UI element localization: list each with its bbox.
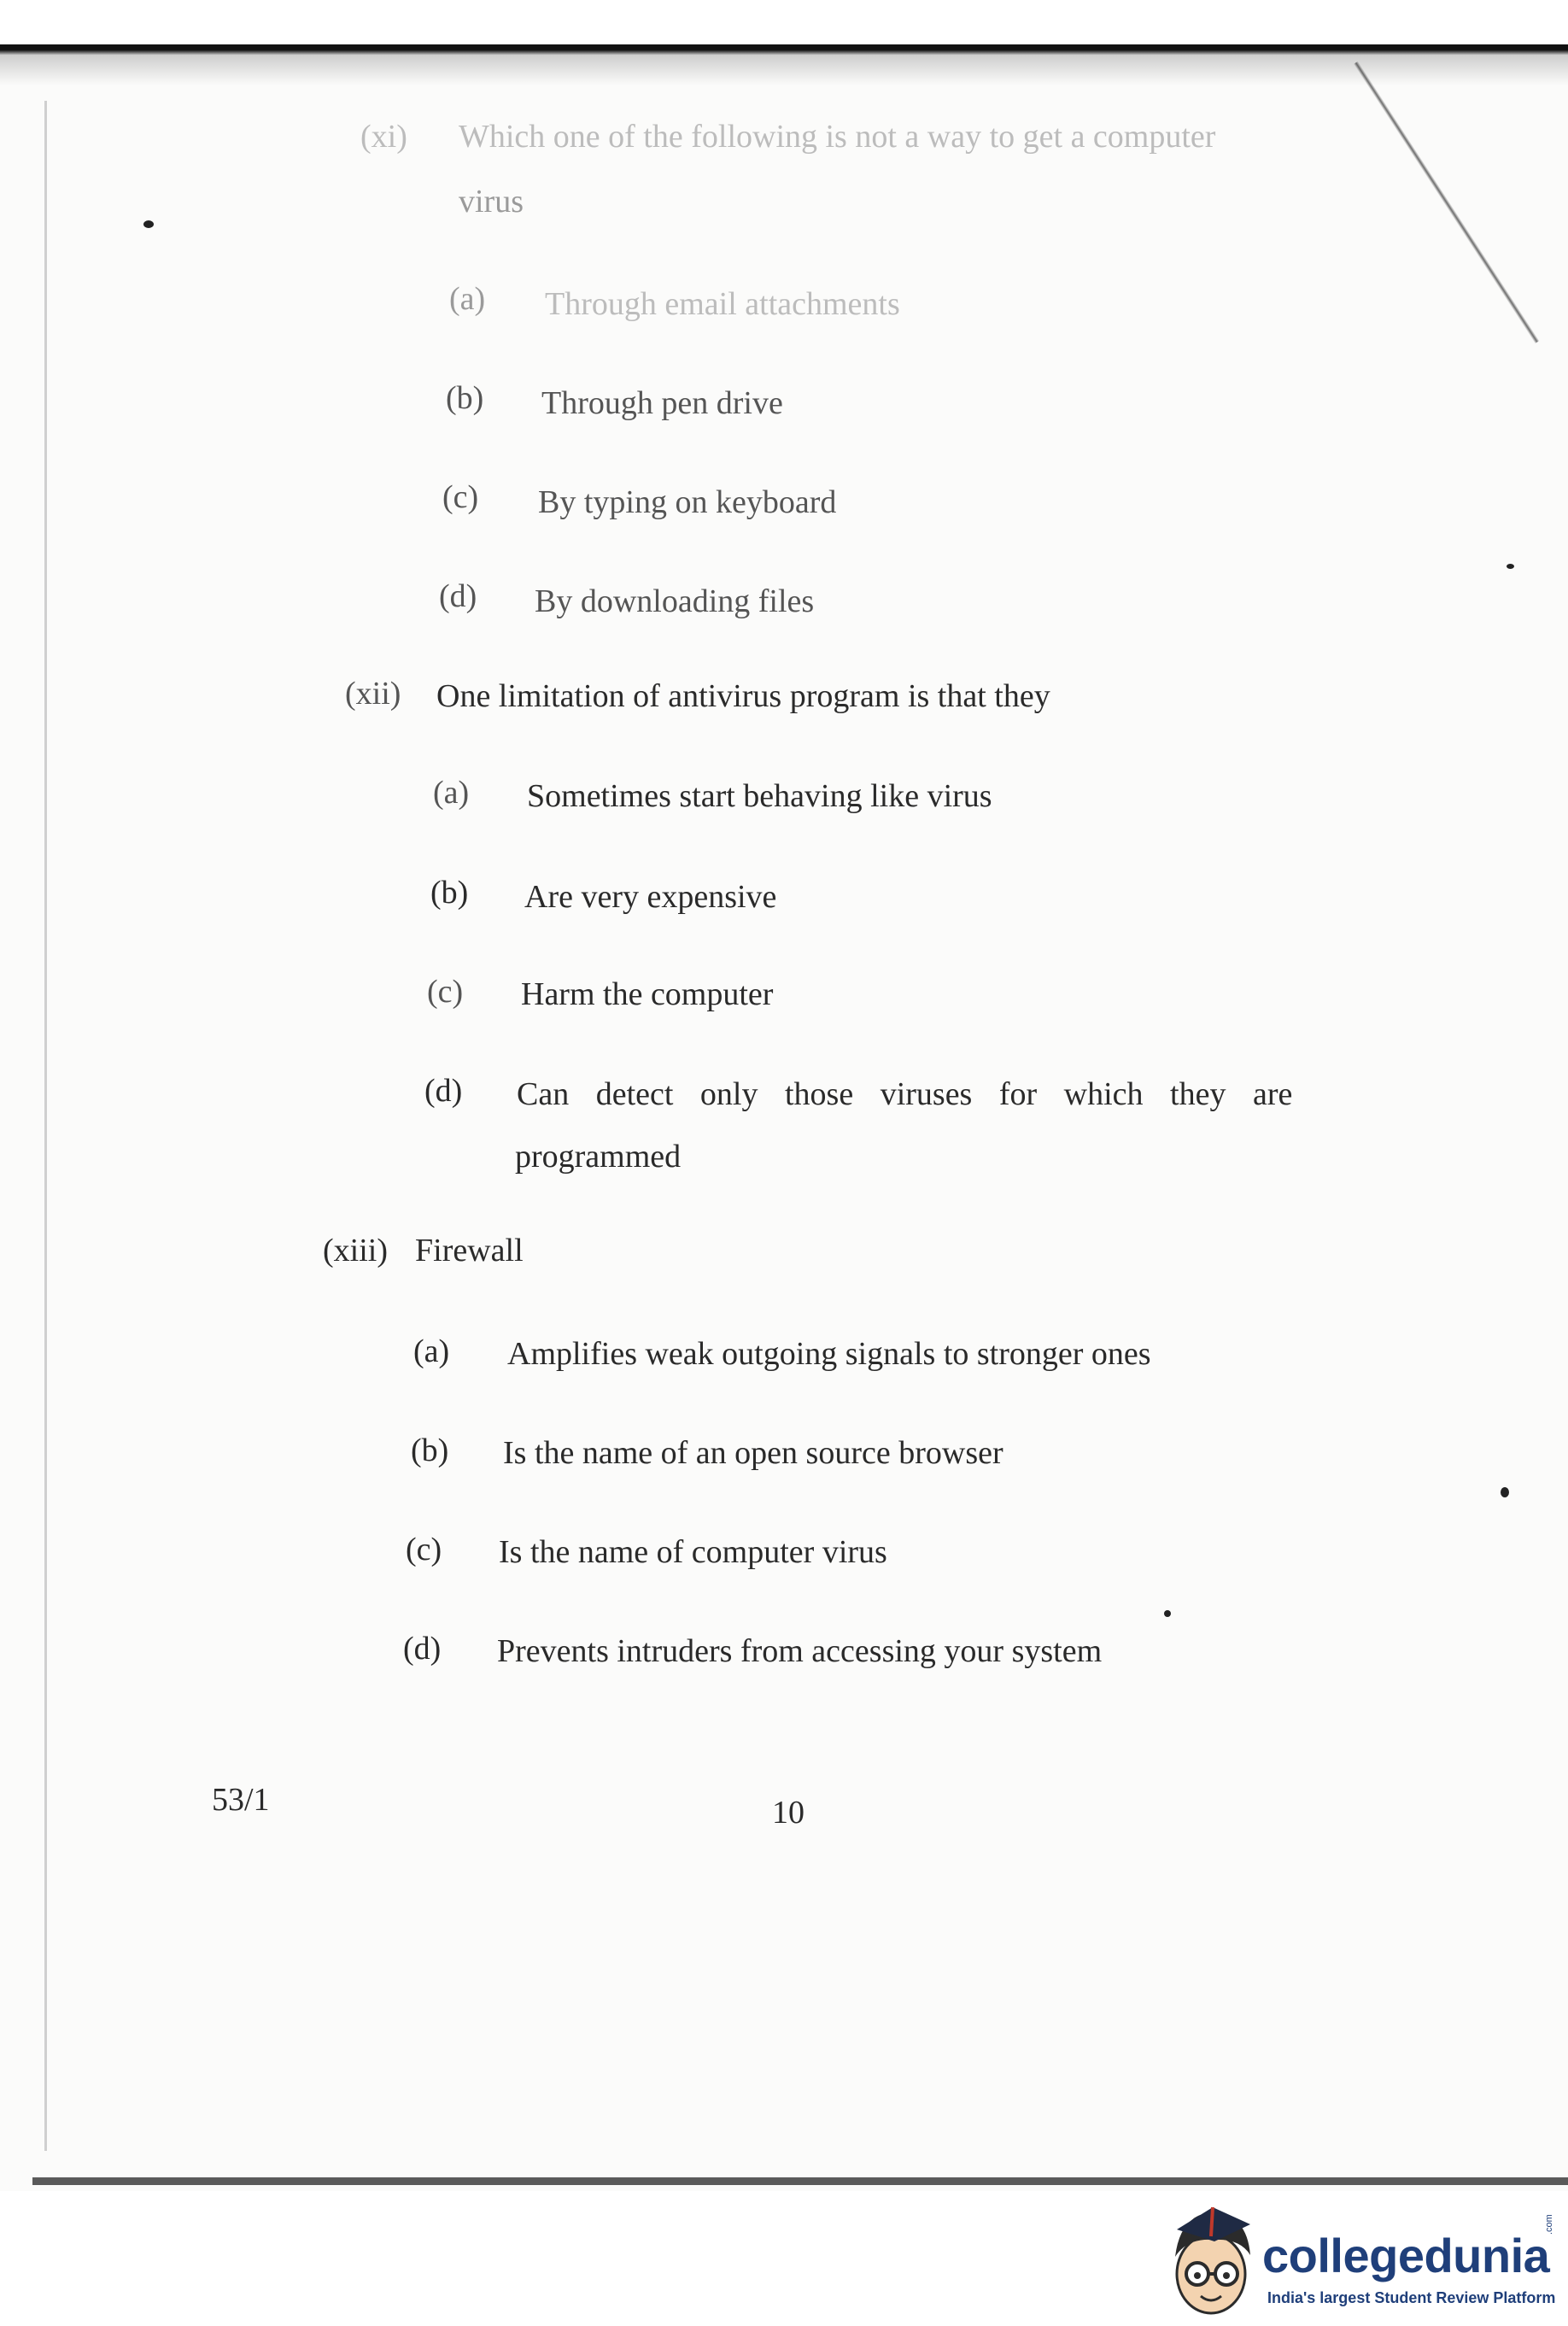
option-label: (a): [413, 1333, 450, 1369]
option-text: Sometimes start behaving like virus: [527, 778, 992, 814]
question-number: (xii): [345, 676, 401, 712]
option-text: Through pen drive: [541, 385, 783, 421]
ink-speck: [1164, 1610, 1171, 1617]
option-text: Harm the computer: [521, 976, 774, 1012]
ink-speck: [143, 220, 154, 228]
paper-code: 53/1: [212, 1782, 270, 1818]
option-label: (c): [442, 479, 479, 515]
option-text: By downloading files: [535, 583, 815, 619]
option-text: Are very expensive: [524, 879, 777, 915]
question-13: [323, 1232, 835, 1274]
question-text: Which one of the following is not a way to get a computer: [459, 119, 1216, 155]
option-label: (b): [446, 380, 484, 416]
option-label: (c): [406, 1532, 442, 1567]
collegedunia-watermark: [1161, 2195, 1563, 2323]
ink-speck: [1501, 1487, 1509, 1497]
option-label: (d): [424, 1073, 463, 1109]
question-text: Firewall: [415, 1233, 524, 1268]
option-text: Prevents intruders from accessing your system: [497, 1633, 1103, 1669]
page-number: 10: [772, 1795, 804, 1831]
brand-tagline: India's largest Student Review Platform: [1267, 2289, 1556, 2306]
option-text: Amplifies weak outgoing signals to stronger ones: [507, 1336, 1151, 1372]
question-text: One limitation of antivirus program is that they: [436, 678, 1050, 714]
brand-domain-suffix: .com: [1544, 2214, 1554, 2235]
question-number: (xiii): [323, 1233, 388, 1268]
option-text: Is the name of an open source browser: [503, 1435, 1003, 1471]
mascot-logo-icon: [1161, 2195, 1266, 2323]
scan-left-edge: [44, 101, 47, 2151]
option-text: By typing on keyboard: [538, 484, 837, 520]
brand-name: collegedunia: [1262, 2229, 1550, 2282]
option-text-continued: programmed: [515, 1139, 682, 1175]
scan-bottom-edge: [32, 2177, 1568, 2185]
option-label: (c): [427, 974, 464, 1010]
option-label: (d): [403, 1631, 442, 1667]
q12-option-d: [424, 1072, 1321, 1183]
option-label: (a): [449, 281, 486, 317]
option-label: (d): [439, 578, 477, 614]
question-number: (xi): [360, 119, 407, 155]
option-label: (b): [411, 1433, 449, 1468]
scan-top-shadow: [0, 55, 1568, 85]
question-12: [345, 675, 1199, 718]
scan-top-edge: [0, 44, 1568, 55]
ink-speck: [1507, 564, 1514, 569]
option-text: Can detect only those viruses for which they are: [517, 1076, 1293, 1112]
question-11: [360, 118, 1351, 220]
option-label: (a): [433, 775, 470, 811]
option-text: Through email attachments: [545, 286, 900, 322]
option-text: Is the name of computer virus: [499, 1534, 887, 1570]
option-label: (b): [430, 875, 469, 911]
question-text-continued: virus: [459, 184, 524, 220]
